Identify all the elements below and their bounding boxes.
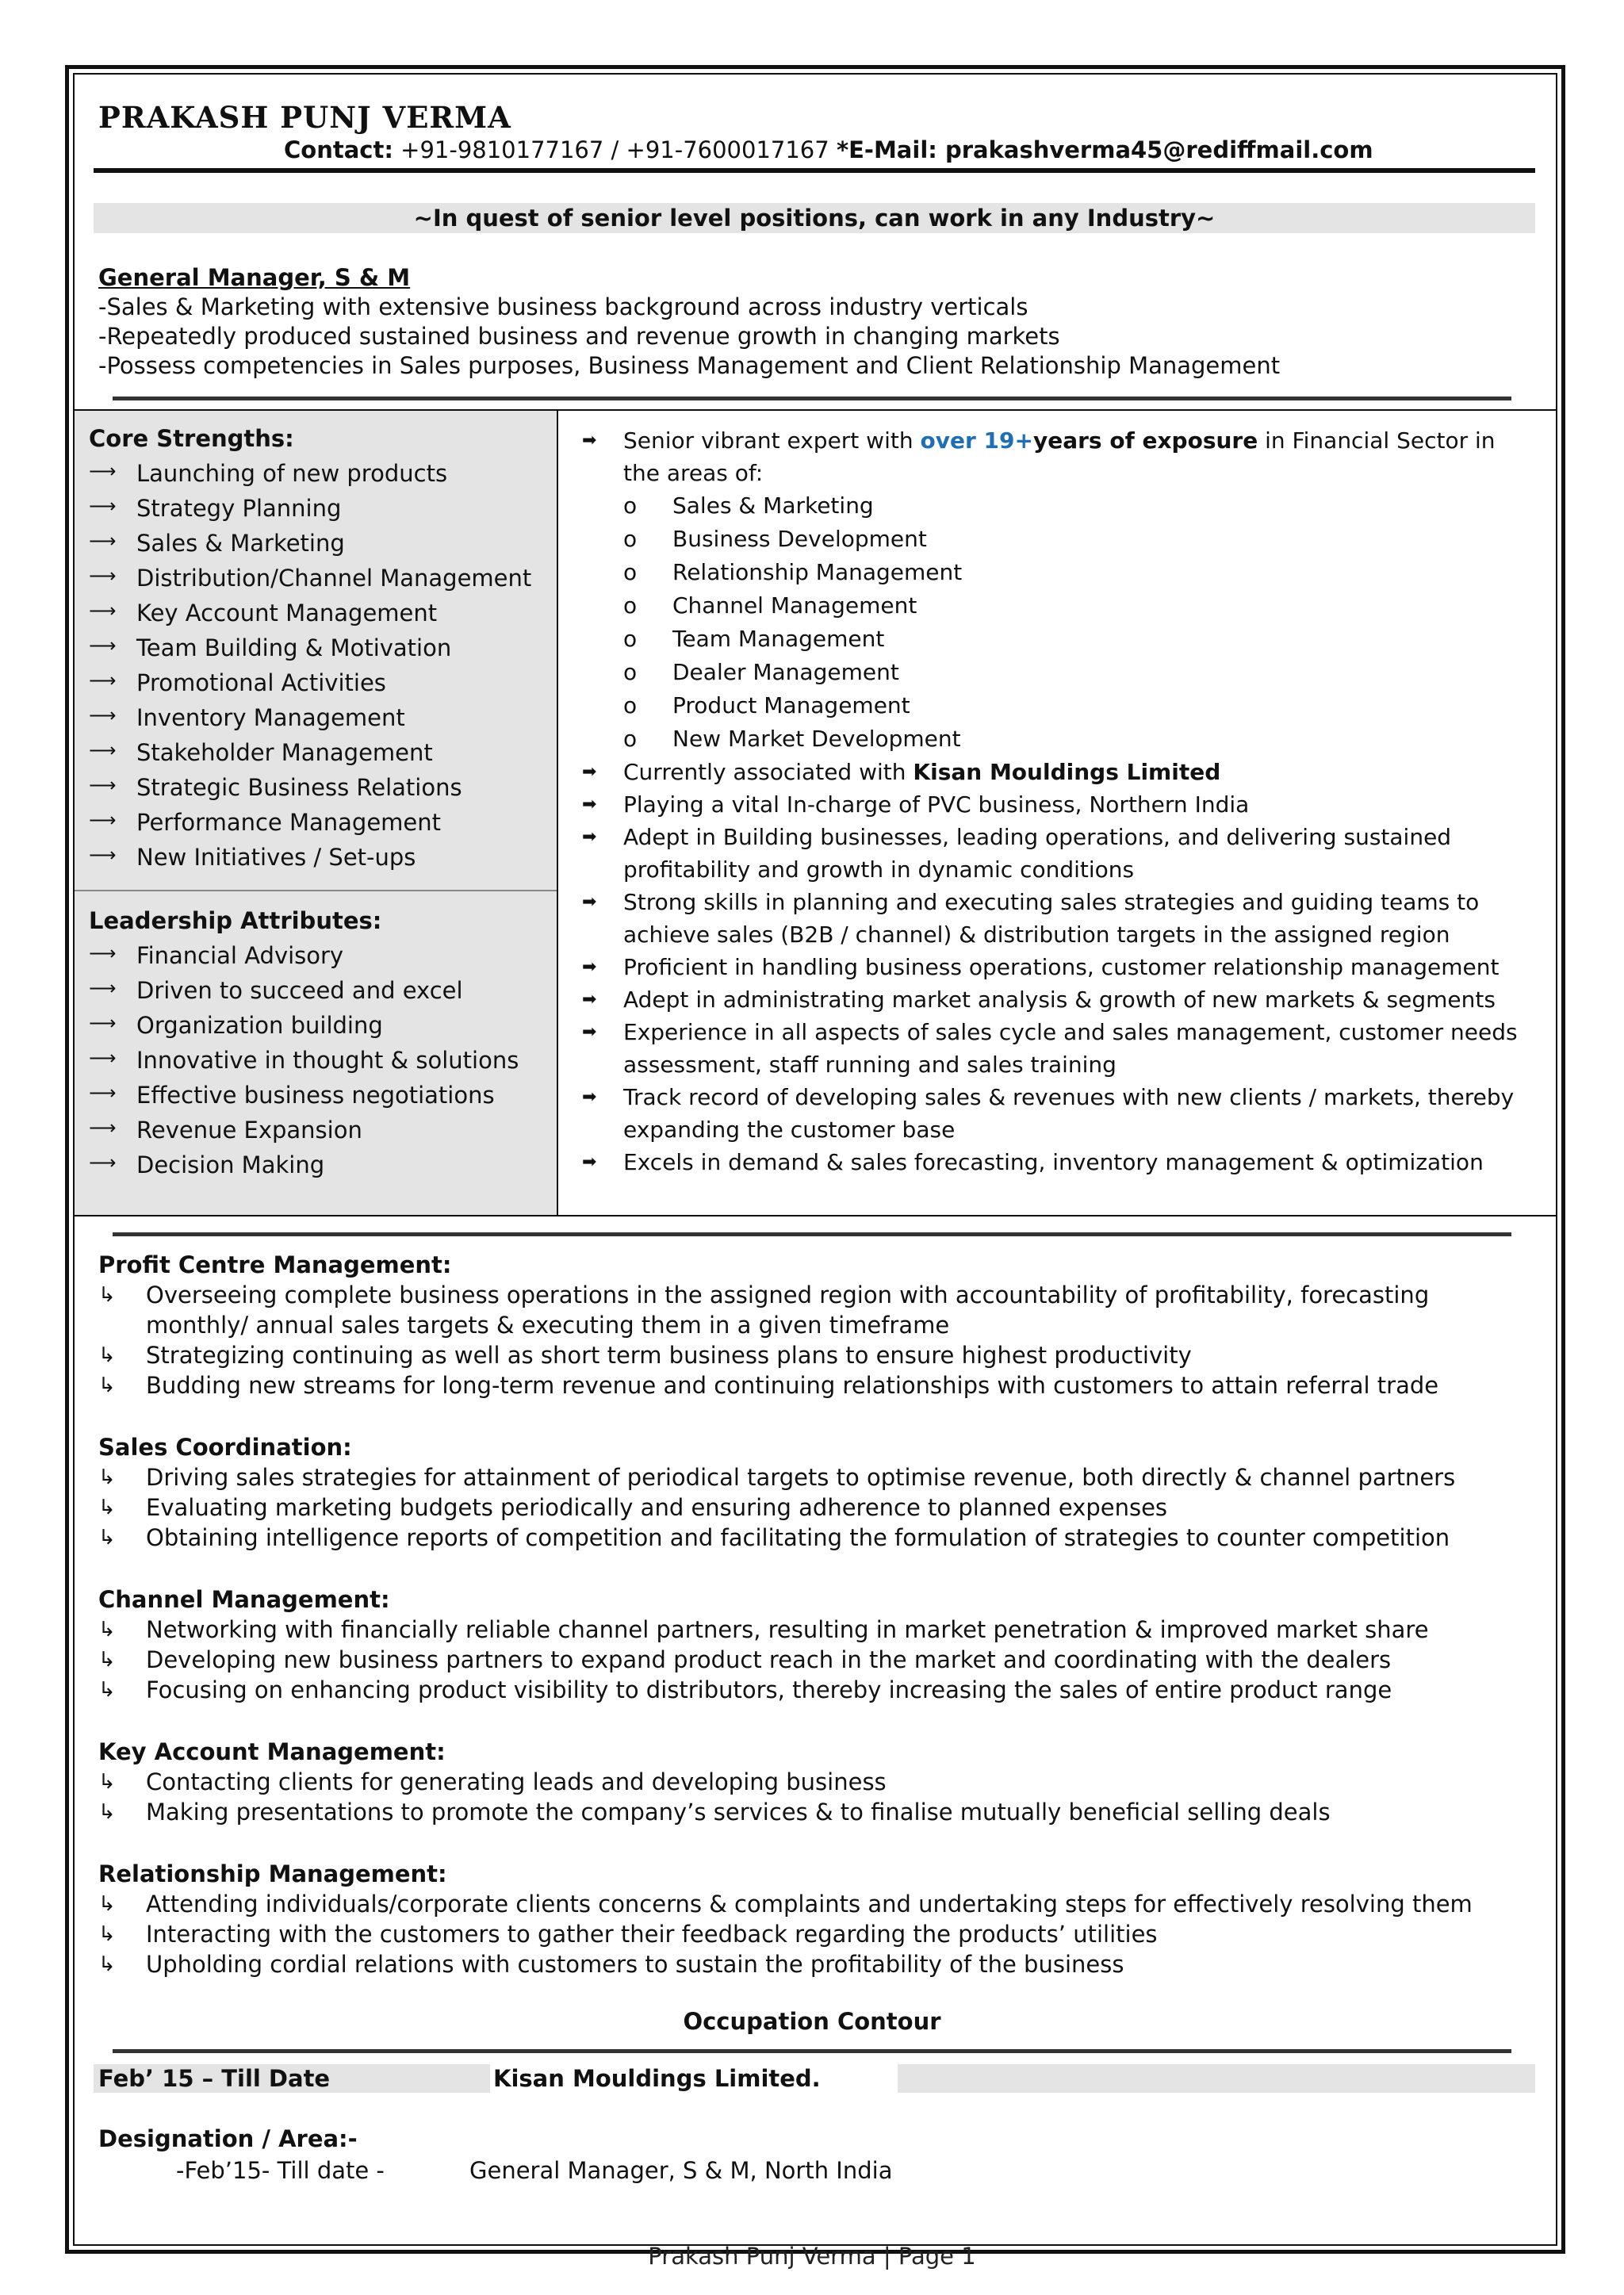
list-item: ⟶ Strategic Business Relations [89, 774, 531, 809]
list-item: ⟶ New Initiatives / Set-ups [89, 844, 531, 879]
hook-arrow-icon: ↳ [98, 1466, 116, 1489]
highlight-item: ➡ Currently associated with Kisan Mouldings Limited [582, 756, 1534, 788]
profile-summary [98, 263, 1280, 381]
hook-arrow-icon: ↳ [98, 1526, 116, 1550]
list-item: ⟶ Distribution/Channel Management [89, 565, 531, 600]
list-item: ↳ Upholding cordial relations with customers to sustain the profitability of the business [98, 1951, 1124, 1978]
section-heading: Relationship Management: [98, 1860, 447, 1887]
contact-phones: +91-9810177167 / +91-7600017167 [393, 136, 837, 163]
responsibility-sections [98, 1250, 1534, 1979]
area-item: o Sales & Marketing [623, 492, 874, 519]
arrow-icon: ⟶ [89, 774, 117, 796]
area-item: o Relationship Management [623, 559, 963, 585]
list-item: ⟶ Stakeholder Management [89, 739, 531, 774]
list-item: ↳ Developing new business partners to expand product reach in the market and coordinating with the dealers [98, 1646, 1392, 1673]
arrow-icon: ⟶ [89, 1117, 117, 1139]
list-item: ⟶ Decision Making [89, 1151, 519, 1186]
candidate-name: PRAKASH PUNJ VERMA [98, 100, 511, 135]
column-divider [557, 409, 558, 1216]
hook-arrow-icon: ↳ [98, 1800, 116, 1824]
email-address[interactable]: prakashverma45@rediffmail.com [936, 136, 1373, 163]
arrow-icon: ⟶ [89, 1151, 117, 1174]
area-item: o Dealer Management [623, 659, 899, 685]
list-item: ↳ Strategizing continuing as well as short term business plans to ensure highest productivity [98, 1342, 1192, 1369]
section-relationship-management [98, 1859, 1534, 1979]
section-heading: Profit Centre Management: [98, 1251, 452, 1278]
arrow-icon: ⟶ [89, 669, 117, 692]
arrow-icon: ⟶ [89, 739, 117, 761]
designation-period: -Feb’15- Till date - [176, 2157, 385, 2184]
list-item: ⟶ Innovative in thought & solutions [89, 1047, 519, 1082]
section-key-account [98, 1737, 1534, 1827]
area-item: o Product Management [623, 692, 910, 718]
hook-arrow-icon: ↳ [98, 1678, 116, 1702]
hook-arrow-icon: ↳ [98, 1496, 116, 1519]
list-item: ↳ Obtaining intelligence reports of competition and facilitating the formulation of strategies to counter competition [98, 1524, 1450, 1551]
arrow-icon: ⟶ [89, 977, 117, 999]
hook-arrow-icon: ↳ [98, 1922, 116, 1946]
list-item: ⟶ Promotional Activities [89, 669, 531, 704]
header-rule [94, 168, 1535, 173]
hook-arrow-icon: ↳ [98, 1952, 116, 1976]
list-item: ⟶ Effective business negotiations [89, 1082, 519, 1117]
bullet-arrow-icon: ➡ [582, 1022, 597, 1042]
list-item: ↳ Attending individuals/corporate clients concerns & complaints and undertaking steps for effectively resolving them [98, 1891, 1473, 1918]
occupation-heading: Occupation Contour [683, 2008, 941, 2035]
table-bottom-border [73, 1215, 1557, 1216]
area-item: o New Market Development [623, 726, 961, 752]
list-item: ↳ Networking with financially reliable channel partners, resulting in market penetration & improved market share [98, 1616, 1429, 1643]
arrow-icon: ⟶ [89, 844, 117, 866]
arrow-icon: ⟶ [89, 704, 117, 726]
arrow-icon: ⟶ [89, 600, 117, 622]
experience-highlights [582, 424, 1534, 1178]
section-channel-management [98, 1584, 1534, 1705]
hook-arrow-icon: ↳ [98, 1770, 116, 1794]
highlight-item: ➡ Excels in demand & sales forecasting, inventory management & optimization [582, 1146, 1534, 1178]
list-item: ↳ Driving sales strategies for attainment of periodical targets to optimise revenue, both directly & channel partners [98, 1464, 1456, 1491]
bullet-arrow-icon: ➡ [582, 795, 597, 814]
list-item: ↳ Budding new streams for long-term revenue and continuing relationships with customers to attain referral trade [98, 1372, 1439, 1399]
arrow-icon: ⟶ [89, 495, 117, 517]
section-heading: Key Account Management: [98, 1738, 446, 1765]
list-item: ⟶ Key Account Management [89, 600, 531, 634]
hook-arrow-icon: ↳ [98, 1618, 116, 1642]
arrow-icon: ⟶ [89, 530, 117, 552]
hook-arrow-icon: ↳ [98, 1892, 116, 1916]
leadership-attributes [89, 907, 519, 1186]
list-item: ↳ Focusing on enhancing product visibility to distributors, thereby increasing the sales of entire product range [98, 1676, 1392, 1703]
list-item: ↳ Evaluating marketing budgets periodically and ensuring adherence to planned expenses [98, 1494, 1168, 1521]
list-item: ⟶ Financial Advisory [89, 942, 519, 977]
summary-line: -Possess competencies in Sales purposes, Business Management and Client Relationship Management [98, 352, 1281, 379]
list-item: ⟶ Launching of new products [89, 460, 531, 495]
highlight-item: ➡ Experience in all aspects of sales cycle and sales management, customer needs assessment, staff running and sales training [582, 1016, 1534, 1081]
bullet-arrow-icon: ➡ [582, 892, 597, 912]
arrow-icon: ⟶ [89, 1012, 117, 1034]
left-section-divider [75, 890, 557, 891]
summary-line: -Repeatedly produced sustained business and revenue growth in changing markets [98, 323, 1060, 350]
highlight-item: ➡ Senior vibrant expert with over 19+years of exposure in Financial Sector in the areas of: [582, 424, 1534, 489]
hook-arrow-icon: ↳ [98, 1343, 116, 1367]
arrow-icon: ⟶ [89, 942, 117, 964]
list-item: ⟶ Revenue Expansion [89, 1117, 519, 1151]
list-item: ↳ Overseeing complete business operations in the assigned region with accountability of profitability, forecasting monthly/ annual sales targets & executing them in a given timeframe [98, 1282, 1430, 1339]
section-profit-centre [98, 1250, 1534, 1400]
arrow-icon: ⟶ [89, 565, 117, 587]
contact-label: Contact: [284, 136, 393, 163]
arrow-icon: ⟶ [89, 634, 117, 657]
area-item: o Channel Management [623, 592, 917, 619]
occupation-rule [113, 2049, 1511, 2053]
designation-value: General Manager, S & M, North India [469, 2157, 893, 2184]
summary-line: -Sales & Marketing with extensive business background across industry verticals [98, 293, 1028, 320]
bullet-arrow-icon: ➡ [582, 990, 597, 1010]
list-item: ↳ Making presentations to promote the company’s services & to finalise mutually beneficial selling deals [98, 1799, 1331, 1826]
arrow-icon: ⟶ [89, 1047, 117, 1069]
email-label: *E-Mail: [836, 136, 937, 163]
job-period-bar [94, 2064, 1535, 2093]
core-strengths [89, 425, 531, 879]
arrow-icon: ⟶ [89, 460, 117, 482]
leadership-heading: Leadership Attributes: [89, 907, 382, 934]
section-heading: Sales Coordination: [98, 1434, 352, 1461]
job-period: Feb’ 15 – Till Date [98, 2065, 331, 2092]
highlight-item: ➡ Playing a vital In-charge of PVC business, Northern India [582, 788, 1534, 821]
arrow-icon: ⟶ [89, 809, 117, 831]
hook-arrow-icon: ↳ [98, 1648, 116, 1672]
core-strengths-heading: Core Strengths: [89, 425, 294, 452]
hook-arrow-icon: ↳ [98, 1374, 116, 1397]
section-heading: Channel Management: [98, 1586, 390, 1613]
section-sales-coordination [98, 1432, 1534, 1553]
designation-row [176, 2157, 893, 2184]
list-item: ↳ Contacting clients for generating leads and developing business [98, 1768, 887, 1795]
list-item: ⟶ Team Building & Motivation [89, 634, 531, 669]
highlight-item: ➡ Proficient in handling business operations, customer relationship management [582, 951, 1534, 983]
summary-rule [113, 397, 1511, 400]
list-item: ⟶ Driven to succeed and excel [89, 977, 519, 1012]
hook-arrow-icon: ↳ [98, 1283, 116, 1307]
list-item: ↳ Interacting with the customers to gather their feedback regarding the products’ utilities [98, 1921, 1158, 1948]
area-item: o Team Management [623, 626, 885, 652]
highlight-item: ➡ Strong skills in planning and executing sales strategies and guiding teams to achieve sales (B2B / channel) & distribution targets in the assigned region [582, 886, 1534, 951]
summary-title: General Manager, S & M [98, 264, 411, 291]
contact-line [284, 136, 1373, 163]
designation-label: Designation / Area:- [98, 2125, 358, 2152]
list-item: ⟶ Inventory Management [89, 704, 531, 739]
highlight-item: ➡ Adept in Building businesses, leading operations, and delivering sustained profitability and growth in dynamic conditions [582, 821, 1534, 886]
list-item: ⟶ Strategy Planning [89, 495, 531, 530]
bullet-arrow-icon: ➡ [582, 762, 597, 782]
bullet-arrow-icon: ➡ [582, 1087, 597, 1107]
highlight-item: ➡ Adept in administrating market analysis & growth of new markets & segments [582, 983, 1534, 1016]
company-name: Kisan Mouldings Limited. [493, 2065, 821, 2092]
bullet-arrow-icon: ➡ [582, 827, 597, 847]
objective-banner: ~In quest of senior level positions, can work in any Industry~ [94, 203, 1535, 233]
area-item: o Business Development [623, 526, 927, 552]
page-footer: Prakash Punj Verma | Page 1 [648, 2243, 976, 2270]
highlight-item: ➡ Track record of developing sales & revenues with new clients / markets, thereby expanding the customer base [582, 1081, 1534, 1146]
arrow-icon: ⟶ [89, 1082, 117, 1104]
table-rule [113, 1232, 1511, 1236]
list-item: ⟶ Sales & Marketing [89, 530, 531, 565]
bullet-arrow-icon: ➡ [582, 957, 597, 977]
bullet-arrow-icon: ➡ [582, 1152, 597, 1172]
list-item: ⟶ Organization building [89, 1012, 519, 1047]
list-item: ⟶ Performance Management [89, 809, 531, 844]
bullet-arrow-icon: ➡ [582, 431, 597, 450]
